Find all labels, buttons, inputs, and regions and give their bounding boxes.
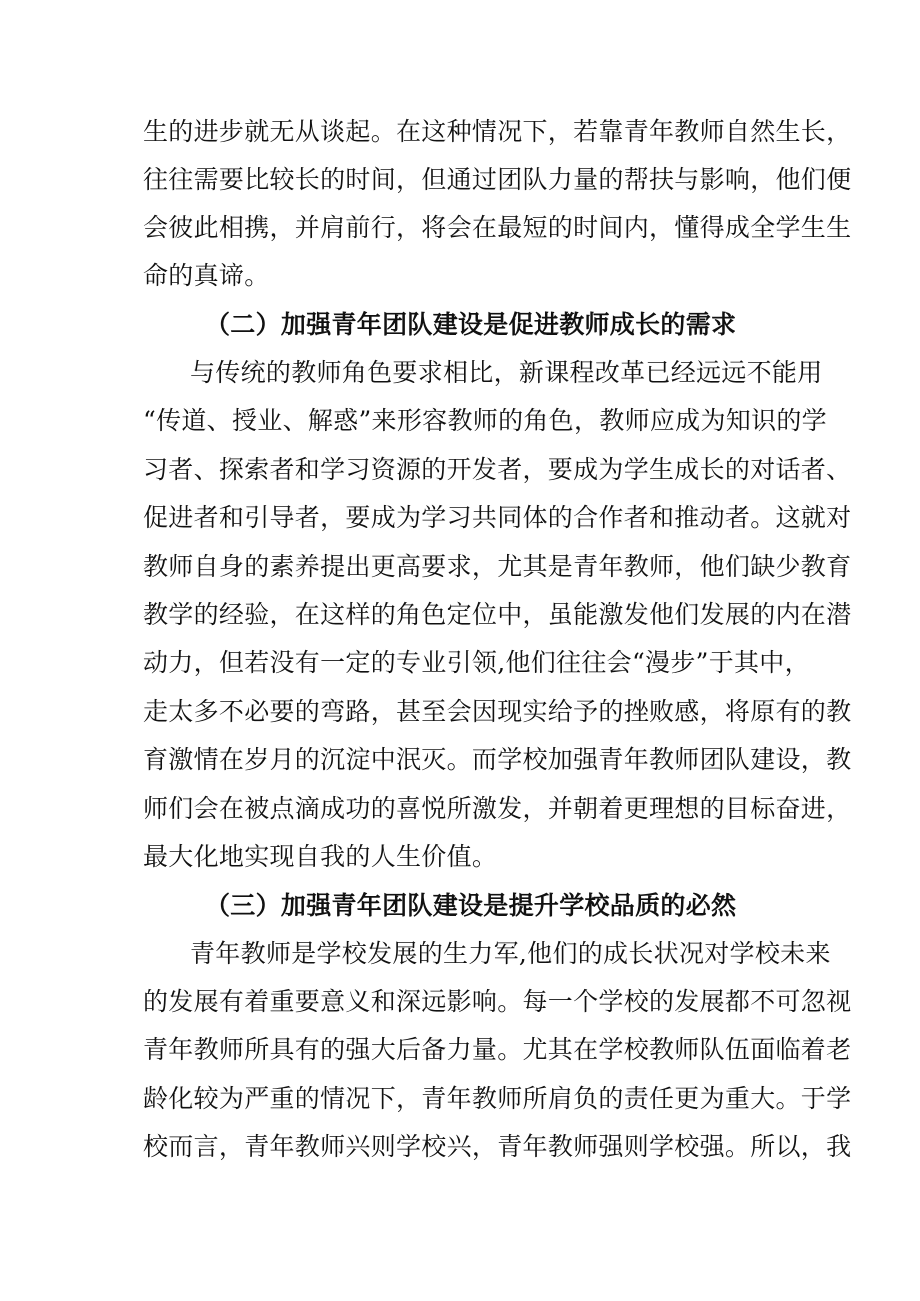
section-heading-3: （三）加强青年团队建设是提升学校品质的必然 [205,891,737,920]
section-heading-2: （二）加强青年团队建设是促进教师成长的需求 [205,310,737,339]
paragraph-line: 会彼此相携，并肩前行，将会在最短的时间内，懂得成全学生生 [143,213,852,242]
paragraph-line: 青年教师所具有的强大后备力量。尤其在学校教师队伍面临着老 [143,1035,852,1064]
paragraph-line: 习者、探索者和学习资源的开发者，要成为学生成长的对话者、 [143,455,852,484]
paragraph-line: 走太多不必要的弯路，甚至会因现实给予的挫败感，将原有的教 [143,697,852,726]
paragraph-line: 最大化地实现自我的人生价值。 [143,842,498,871]
paragraph-line: 生的进步就无从谈起。在这种情况下，若靠青年教师自然生长， [143,117,852,146]
paragraph-line: 往往需要比较长的时间，但通过团队力量的帮扶与影响，他们便 [143,165,852,194]
paragraph-line: 命的真谛。 [143,261,270,290]
paragraph-line: 教师自身的素养提出更高要求，尤其是青年教师，他们缺少教育 [143,552,852,581]
paragraph-line: 育激情在岁月的沉淀中泯灭。而学校加强青年教师团队建设，教 [143,745,852,774]
paragraph-line: 校而言，青年教师兴则学校兴，青年教师强则学校强。所以，我 [143,1132,852,1161]
paragraph-line: 促进者和引导者，要成为学习共同体的合作者和推动者。这就对 [143,503,852,532]
paragraph-line: 龄化较为严重的情况下，青年教师所肩负的责任更为重大。于学 [143,1084,852,1113]
paragraph-line: 动力，但若没有一定的专业引领,他们往往会“漫步”于其中， [143,648,810,677]
paragraph-line: 教学的经验，在这样的角色定位中，虽能激发他们发展的内在潜 [143,600,852,629]
paragraph-line: 的发展有着重要意义和深远影响。每一个学校的发展都不可忽视 [143,987,852,1016]
paragraph-line: 与传统的教师角色要求相比，新课程改革已经远远不能用 [190,358,823,387]
paragraph-line: “传道、授业、解惑”来形容教师的角色，教师应成为知识的学 [143,406,827,435]
paragraph-line: 青年教师是学校发展的生力军,他们的成长状况对学校未来 [190,939,831,968]
paragraph-line: 师们会在被点滴成功的喜悦所激发，并朝着更理想的目标奋进， [143,794,852,823]
